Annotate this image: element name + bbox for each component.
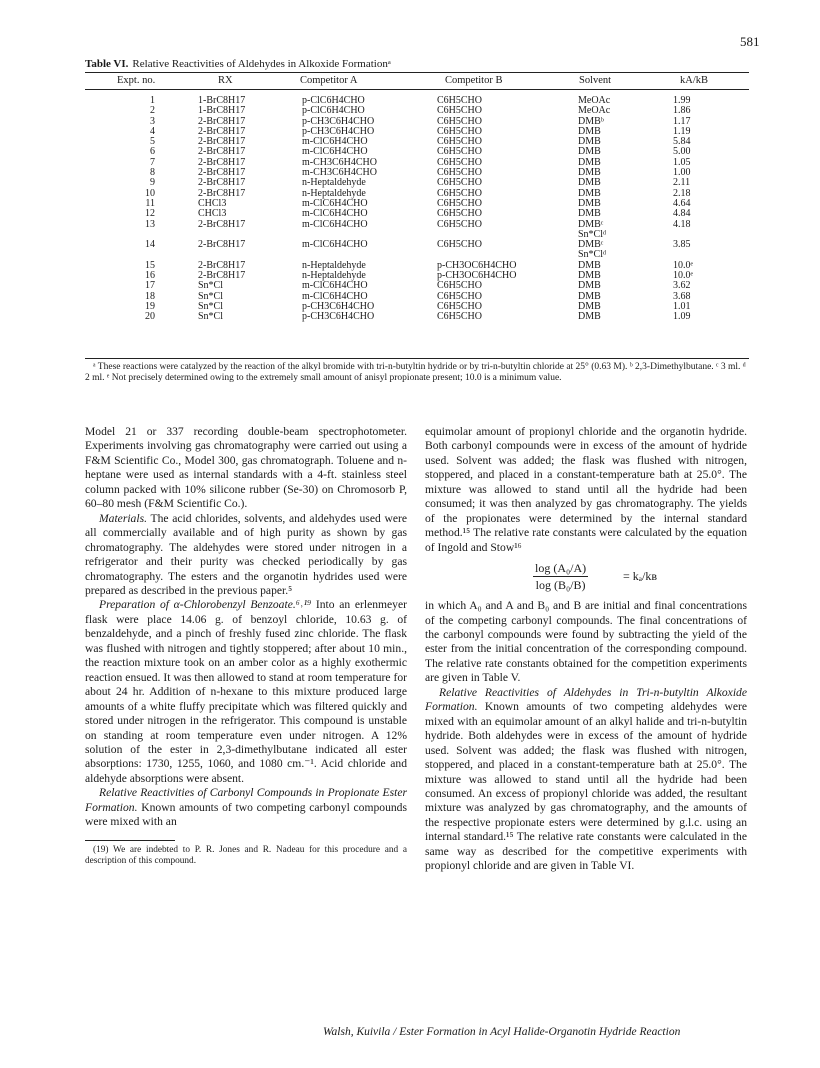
cell-competitor-a: m-ClC6H4CHO (302, 290, 368, 302)
cell-competitor-a: m-CH3C6H4CHO (302, 167, 378, 179)
cell-expt-no: 17 (145, 280, 155, 292)
cell-solvent: DMB (578, 300, 601, 312)
cell-expt-no: 12 (145, 208, 155, 220)
cell-solvent: DMB (578, 136, 601, 148)
cell-competitor-b: C6H5CHO (437, 115, 483, 127)
table-row (85, 158, 749, 168)
cell-rx: 2-BrC8H17 (198, 218, 246, 230)
cell-expt-no: 19 (145, 300, 155, 312)
table-title: Relative Reactivities of Aldehydes in Alkoxide Formationᵃ (132, 58, 391, 70)
table-row (85, 271, 749, 281)
table-row (85, 168, 749, 178)
table-row (85, 117, 749, 127)
table-row (85, 147, 749, 157)
cell-competitor-a: p-CH3C6H4CHO (302, 300, 375, 312)
cell-rate-ratio: 3.62 (673, 280, 691, 292)
cell-competitor-a: p-ClC6H4CHO (302, 95, 365, 106)
cell-competitor-b: C6H5CHO (437, 125, 483, 137)
paragraph-text: The acid chlorides, solvents, and aldehydes used were all commercially available and of high purity as shown by gas chromatography. The aldehydes were stored under nitrogen in a refrigerator and their purity was checked periodically by gas chromatography. The esters and the organotin hydrides used were prepared as described in the previous paper.⁵ (85, 511, 407, 597)
cell-solvent: DMBᶜ (578, 218, 604, 230)
cell-solvent: DMBᶜ (578, 239, 604, 251)
table-label: Table VI. (85, 58, 129, 70)
section-heading: Relative Reactivities of Carbonyl Compounds in Propionate Ester Formation. (85, 786, 407, 814)
header-expt-no: Expt. no. (117, 75, 156, 86)
cell-rx: Sn*Cl (198, 300, 224, 312)
cell-expt-no: 2 (150, 105, 155, 117)
cell-competitor-b: C6H5CHO (437, 239, 483, 251)
right-column (425, 425, 747, 874)
cell-competitor-a: m-ClC6H4CHO (302, 218, 368, 230)
cell-expt-no: 6 (150, 146, 155, 158)
cell-rate-ratio: 5.00 (673, 146, 691, 158)
paragraph-text: Known amounts of two competing aldehydes were mixed with an equimolar amount of an alkyl halide and tri-n-butyltin hydride. Both aldehydes were in excess of the amount of hydride used. Solvent was added; the flask was flushed with nitrogen, stoppered, and placed in a constant-temperature bath at 25.0°. The mixture was allowed to stand until all the hydride had been consumed. An excess of propionyl chloride was added, the resultant mixture was analyzed by gas chromatography, and the amounts of the respective propionate esters were determined by g.l.c. using an internal standard.¹⁵ The relative rate constants were calculated in the same way as described for the competitive experiments with propionyl chloride and are given in Table VI. (425, 700, 748, 873)
cell-competitor-b: C6H5CHO (437, 218, 483, 230)
cell-solvent: DMB (578, 270, 601, 282)
header-rx: RX (218, 75, 233, 86)
cell-rx: 2-BrC8H17 (198, 115, 246, 127)
cell-rx: 1-BrC8H17 (198, 105, 246, 117)
cell-competitor-b: C6H5CHO (437, 187, 483, 199)
cell-solvent: DMB (578, 197, 601, 209)
table-row (85, 261, 749, 271)
cell-rate-ratio: 10.0ᵉ (673, 259, 694, 271)
cell-rate-ratio: 10.0ᵉ (673, 270, 694, 282)
section-heading: Preparation of α-Chlorobenzyl Benzoate.⁶˒¹⁹ (99, 598, 312, 612)
equation-fraction (533, 561, 588, 592)
cell-rate-ratio: 1.09 (673, 311, 691, 323)
table-caption (85, 58, 391, 70)
cell-expt-no: 1 (150, 95, 155, 106)
paragraph (425, 686, 747, 874)
cell-rate-ratio: 1.86 (673, 105, 691, 117)
cell-solvent: DMB (578, 311, 601, 323)
cell-rate-ratio: 1.99 (673, 95, 691, 106)
table-row (85, 302, 749, 312)
cell-competitor-a: n-Heptaldehyde (302, 259, 366, 271)
cell-competitor-a: p-CH3C6H4CHO (302, 125, 375, 137)
cell-solvent: DMB (578, 280, 601, 292)
cell-rx: 2-BrC8H17 (198, 259, 246, 271)
cell-competitor-a: m-ClC6H4CHO (302, 136, 368, 148)
cell-rate-ratio: 4.18 (673, 218, 691, 230)
cell-competitor-b: C6H5CHO (437, 167, 483, 179)
cell-rx: CHCl3 (198, 208, 227, 220)
cell-rate-ratio: 1.00 (673, 167, 691, 179)
cell-competitor-b: p-CH3OC6H4CHO (437, 270, 517, 282)
paragraph: Model 21 or 337 recording double-beam spectrophotometer. Experiments involving gas chromatography were carried out using a F&M Scientific Co., Model 300, gas chromatograph. Toluene and n-heptane were used as internal standards with a 4-ft. stainless steel column packed with 10% silicone rubber (Se-30) on Chromosorb P, 60–80 mesh (F&M Scientific Co.). (85, 425, 407, 511)
cell-rx: 2-BrC8H17 (198, 270, 246, 282)
table-row (85, 292, 749, 302)
cell-rx: 2-BrC8H17 (198, 239, 246, 251)
cell-expt-no: 4 (150, 125, 155, 137)
table-bottom-rule (85, 358, 749, 359)
table-row (85, 189, 749, 199)
cell-rx: 2-BrC8H17 (198, 167, 246, 179)
cell-competitor-a: m-CH3C6H4CHO (302, 156, 378, 168)
cell-rate-ratio: 1.17 (673, 115, 691, 127)
cell-expt-no: 18 (145, 290, 155, 302)
section-heading: Relative Reactivities of Aldehydes in Tri-n-butyltin Alkoxide Formation. (425, 685, 747, 714)
cell-expt-no: 3 (150, 115, 155, 127)
cell-rate-ratio: 2.11 (673, 177, 691, 189)
cell-solvent: DMB (578, 125, 601, 137)
running-footer: Walsh, Kuivila / Ester Formation in Acyl Halide-Organotin Hydride Reaction (323, 1026, 681, 1038)
header-competitor-b: Competitor B (445, 75, 503, 86)
cell-solvent: DMB (578, 208, 601, 220)
cell-rx: Sn*Cl (198, 311, 224, 323)
table-row (85, 312, 749, 322)
cell-solvent: MeOAc (578, 95, 611, 106)
table-row (85, 96, 749, 106)
cell-competitor-a: n-Heptaldehyde (302, 177, 366, 189)
cell-solvent: DMB (578, 187, 601, 199)
cell-expt-no: 11 (145, 197, 155, 209)
page-footnote: (19) We are indebted to P. R. Jones and R. Nadeau for this procedure and a description of this compound. (85, 844, 407, 866)
cell-rate-ratio: 4.84 (673, 208, 691, 220)
cell-expt-no: 13 (145, 218, 155, 230)
header-competitor-a: Competitor A (300, 75, 358, 86)
table-top-rule (85, 72, 749, 73)
cell-solvent: DMB (578, 177, 601, 189)
cell-rx: 1-BrC8H17 (198, 95, 246, 106)
cell-competitor-b: C6H5CHO (437, 136, 483, 148)
paragraph (85, 786, 407, 829)
cell-competitor-b: C6H5CHO (437, 156, 483, 168)
cell-rx: 2-BrC8H17 (198, 136, 246, 148)
cell-competitor-b: C6H5CHO (437, 177, 483, 189)
cell-expt-no: 10 (145, 187, 155, 199)
cell-competitor-a: p-CH3C6H4CHO (302, 311, 375, 323)
cell-competitor-a: m-ClC6H4CHO (302, 208, 368, 220)
section-heading: Materials. (99, 511, 147, 525)
cell-solvent: DMB (578, 146, 601, 158)
equation-rhs: = kₐ/kʙ (623, 569, 658, 584)
paragraph-text: Known amounts of two competing carbonyl compounds were mixed with an (85, 800, 407, 829)
cell-competitor-b: C6H5CHO (437, 311, 483, 323)
cell-competitor-b: p-CH3OC6H4CHO (437, 259, 517, 271)
paragraph (85, 512, 407, 599)
cell-competitor-b: C6H5CHO (437, 146, 483, 158)
table-row (85, 178, 749, 188)
cell-competitor-a: m-ClC6H4CHO (302, 280, 368, 292)
cell-rate-ratio: 5.84 (673, 136, 691, 148)
page-number: 581 (740, 34, 760, 49)
paragraph (85, 598, 407, 786)
table-body (85, 96, 749, 323)
cell-solvent: DMB (578, 259, 601, 271)
cell-expt-no: 14 (145, 239, 155, 251)
equation-numerator: log (A₀/A) (535, 561, 587, 576)
table-row (85, 209, 749, 219)
cell-competitor-a: m-ClC6H4CHO (302, 197, 368, 209)
cell-competitor-a: n-Heptaldehyde (302, 187, 366, 199)
cell-expt-no: 16 (145, 270, 155, 282)
cell-solvent: DMBᵇ (578, 115, 604, 127)
cell-solvent: DMB (578, 167, 601, 179)
cell-rx: 2-BrC8H17 (198, 187, 246, 199)
cell-competitor-b: C6H5CHO (437, 208, 483, 220)
table-row (85, 220, 749, 241)
table-footnote: ᵃ These reactions were catalyzed by the reaction of the alkyl bromide with tri-n-butyltin hydride or by tri-n-butyltin chloride at 25° (0.63 M). ᵇ 2,3-Dimethylbutane. ᶜ 3 ml. ᵈ 2 ml. ᵉ Not precisely determined owing to the extremely small amount of anisyl propionate present; 10.0 is a minimum value. (85, 362, 746, 383)
table-row (85, 106, 749, 116)
cell-competitor-b: C6H5CHO (437, 290, 483, 302)
cell-solvent: MeOAc (578, 105, 611, 117)
cell-solvent-extra: Sn*Clᵈ (578, 228, 607, 240)
table-row (85, 199, 749, 209)
header-solvent: Solvent (579, 75, 612, 86)
cell-expt-no: 15 (145, 259, 155, 271)
cell-rate-ratio: 1.19 (673, 125, 691, 137)
cell-rx: 2-BrC8H17 (198, 156, 246, 168)
cell-competitor-a: p-ClC6H4CHO (302, 105, 365, 117)
table-row (85, 281, 749, 291)
cell-solvent-extra: Sn*Clᵈ (578, 249, 607, 261)
header-rate-ratio: kA/kB (680, 75, 709, 86)
cell-expt-no: 8 (150, 167, 155, 179)
cell-solvent: DMB (578, 290, 601, 302)
cell-expt-no: 20 (145, 311, 155, 323)
paragraph: in which A₀ and A and B₀ and B are initial and final concentrations of the competing carbonyl compounds. The final concentrations of the carbonyl compounds were found by subtracting the yield of the ester from the initial concentration of the corresponding compound. The relative rate constants obtained for the competition experiments are given in Table V. (425, 599, 747, 685)
cell-expt-no: 9 (150, 177, 155, 189)
cell-rx: 2-BrC8H17 (198, 177, 246, 189)
cell-competitor-a: m-ClC6H4CHO (302, 146, 368, 158)
equation (425, 555, 747, 599)
equation-denominator: log (B₀/B) (535, 577, 586, 592)
cell-rate-ratio: 3.68 (673, 290, 691, 302)
cell-competitor-b: C6H5CHO (437, 300, 483, 312)
cell-competitor-b: C6H5CHO (437, 280, 483, 292)
cell-rx: 2-BrC8H17 (198, 146, 246, 158)
cell-competitor-a: m-ClC6H4CHO (302, 239, 368, 251)
paragraph-text: Into an erlenmeyer flask were place 14.06 g. of benzoyl chloride, 10.63 g. of benzaldehyde, and a pinch of freshly fused zinc chloride. The flask was flushed with nitrogen and tightly stoppered; after about 10 min., the reaction mixture took on an amber color as a highly exothermic reaction ensued. It was then allowed to stand at room temperature for about 24 hr. Addition of n-hexane to this mixture produced large amounts of a white fluffy precipitate which was filtered quickly and stored under nitrogen in the refrigerator. This compound is unstable on standing at room temperature even under nitrogen. A 12% solution of the ester in 2,3-dimethylbutane indicated all ester absorptions: 1730, 1255, 1060, and 1080 cm.⁻¹. Acid chloride and aldehyde absorptions were absent. (85, 598, 407, 785)
cell-rate-ratio: 4.64 (673, 197, 691, 209)
table-row (85, 137, 749, 147)
cell-rx: Sn*Cl (198, 280, 224, 292)
cell-rate-ratio: 2.18 (673, 187, 691, 199)
cell-competitor-a: p-CH3C6H4CHO (302, 115, 375, 127)
left-column (85, 425, 407, 867)
cell-rx: 2-BrC8H17 (198, 125, 246, 137)
cell-competitor-b: C6H5CHO (437, 95, 483, 106)
cell-solvent: DMB (578, 156, 601, 168)
cell-competitor-b: C6H5CHO (437, 197, 483, 209)
cell-rate-ratio: 1.01 (673, 300, 691, 312)
cell-competitor-a: n-Heptaldehyde (302, 270, 366, 282)
table-header-rule (85, 89, 749, 90)
table-row (85, 127, 749, 137)
footnote-rule (85, 840, 175, 841)
cell-rate-ratio: 1.05 (673, 156, 691, 168)
cell-competitor-b: C6H5CHO (437, 105, 483, 117)
cell-rx: Sn*Cl (198, 290, 224, 302)
cell-rx: CHCl3 (198, 197, 227, 209)
paragraph: equimolar amount of propionyl chloride and the organotin hydride. Both carbonyl compounds were in excess of the amount of hydride used. Solvent was added; the flask was flushed with nitrogen, stoppered, and placed in a constant-temperature bath at 25.0°. The mixture was allowed to stand until all the hydride had been consumed; it was then analyzed by gas chromatography. The yields of the propionates were determined by the internal standard method.¹⁵ The relative rate constants were calculated by the equation of Ingold and Stow¹⁶ (425, 425, 747, 554)
cell-expt-no: 7 (150, 156, 155, 168)
table-row (85, 240, 749, 261)
cell-expt-no: 5 (150, 136, 155, 148)
cell-rate-ratio: 3.85 (673, 239, 691, 251)
